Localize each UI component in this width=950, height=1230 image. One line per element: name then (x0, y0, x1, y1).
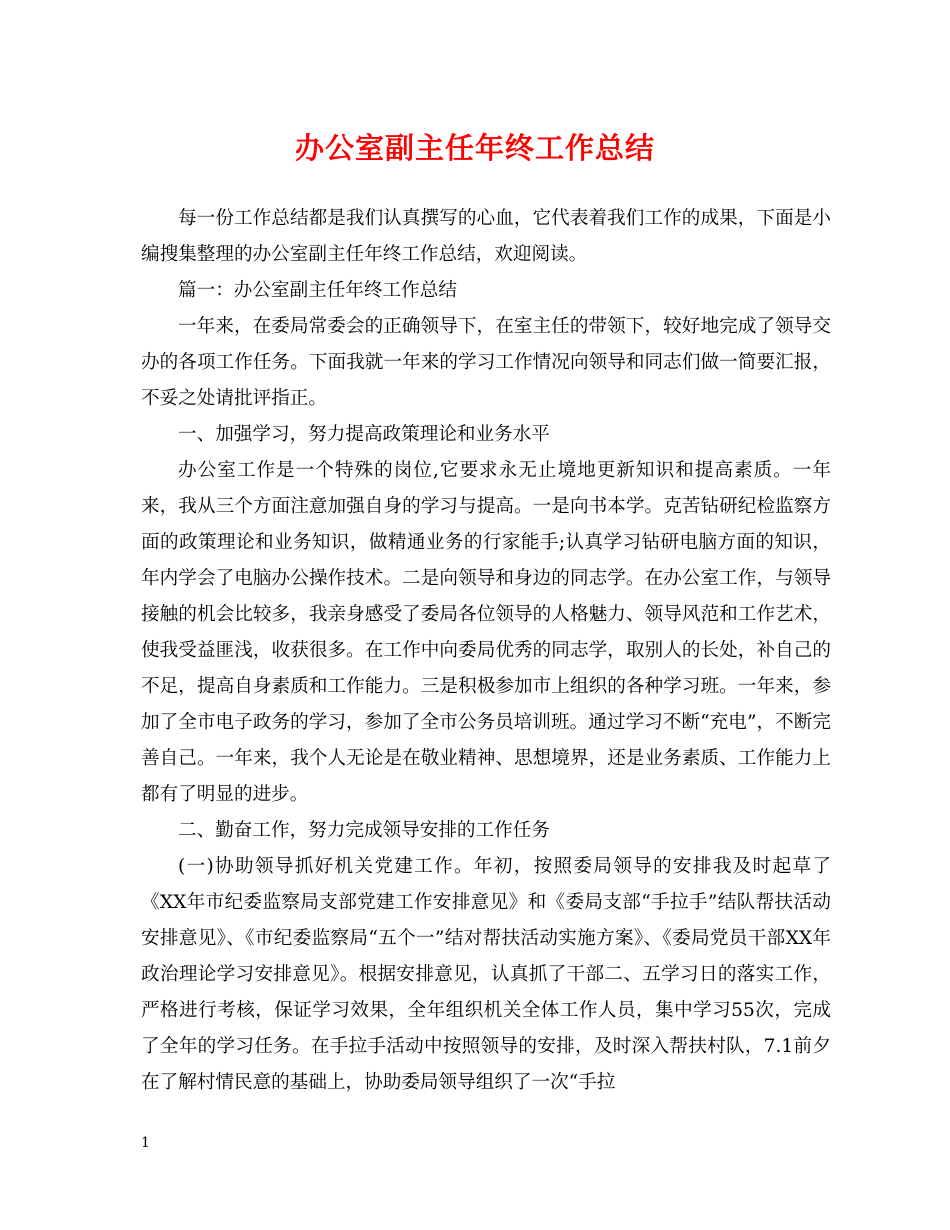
intro-paragraph: 每一份工作总结都是我们认真撰写的心血，它代表着我们工作的成果，下面是小编搜集整理的办公室副主任年终工作总结，欢迎阅读。 (141, 208, 831, 265)
section-heading-study: 一、加强学习，努力提高政策理论和业务水平 (178, 424, 550, 445)
page-number: 1 (141, 1135, 150, 1151)
section-heading-part-one: 篇一：办公室副主任年终工作总结 (178, 280, 457, 301)
party-building-paragraph: (一)协助领导抓好机关党建工作。年初，按照委局领导的安排我及时起草了《XX年市纪委监察局支部党建工作安排意见》和《委局支部“手拉手”结队帮扶活动安排意见》、《市纪委监察局“五个一”结对帮扶活动实施方案》、《委局党员干部XX年政治理论学习安排意见》。根据安排意见，认真抓了干部二、五学习日的落实工作，严格进行考核，保证学习效果，全年组织机关全体工作人员，集中学习55次，完成了全年的学习任务。在手拉手活动中按照领导的安排，及时深入帮扶村队，7.1前夕在了解村情民意的基础上，协助委局领导组织了一次“手拉 (141, 856, 831, 1093)
study-paragraph: 办公室工作是一个特殊的岗位,它要求永无止境地更新知识和提高素质。一年来，我从三个方面注意加强自身的学习与提高。一是向书本学。克苦钻研纪检监察方面的政策理论和业务知识，做精通业务的行家能手;认真学习钻研电脑方面的知识，年内学会了电脑办公操作技术。二是向领导和身边的同志学。在办公室工作，与领导接触的机会比较多，我亲身感受了委局各位领导的人格魅力、领导风范和工作艺术，使我受益匪浅，收获很多。在工作中向委局优秀的同志学，取别人的长处，补自己的不足，提高自身素质和工作能力。三是积极参加市上组织的各种学习班。一年来，参加了全市电子政务的学习，参加了全市公务员培训班。通过学习不断“充电”，不断完善自己。一年来，我个人无论是在敬业精神、思想境界，还是业务素质、工作能力上都有了明显的进步。 (141, 460, 831, 805)
document-body (141, 201, 831, 1101)
opening-paragraph: 一年来，在委局常委会的正确领导下，在室主任的带领下，较好地完成了领导交办的各项工作任务。下面我就一年来的学习工作情况向领导和同志们做一简要汇报，不妥之处请批评指正。 (141, 316, 831, 409)
section-heading-work: 二、勤奋工作，努力完成领导安排的工作任务 (178, 820, 550, 841)
document-title: 办公室副主任年终工作总结 (294, 131, 655, 165)
